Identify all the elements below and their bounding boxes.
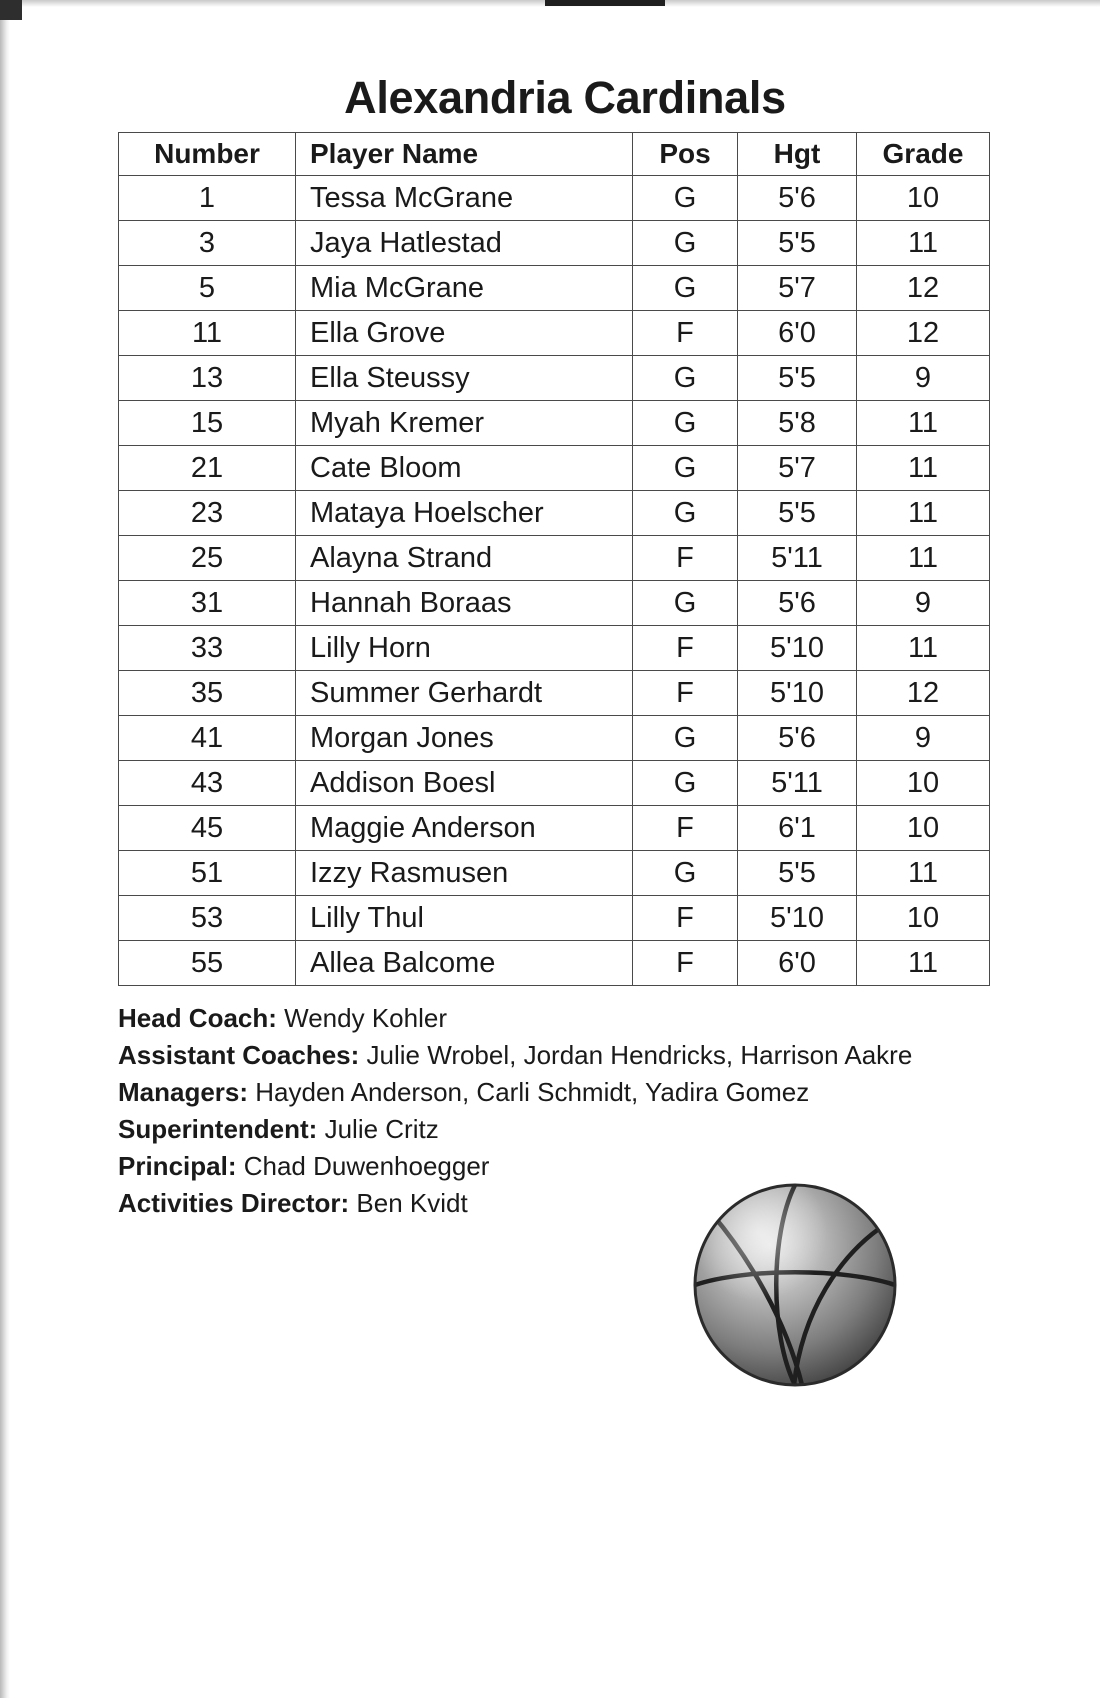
staff-label: Principal: xyxy=(118,1151,237,1181)
roster-table-body xyxy=(119,176,990,986)
roster-table xyxy=(118,132,990,986)
cell-number: 5 xyxy=(119,266,296,311)
cell-pos: F xyxy=(633,626,738,671)
staff-value: Julie Wrobel, Jordan Hendricks, Harrison Aakre xyxy=(366,1040,913,1070)
column-header-number: Number xyxy=(119,133,296,176)
cell-player-name: Summer Gerhardt xyxy=(296,671,633,716)
cell-grade: 10 xyxy=(857,806,990,851)
cell-pos: F xyxy=(633,941,738,986)
staff-line xyxy=(118,1000,1018,1037)
cell-pos: G xyxy=(633,356,738,401)
cell-grade: 11 xyxy=(857,941,990,986)
staff-line xyxy=(118,1111,1018,1148)
table-row xyxy=(119,626,990,671)
cell-player-name: Hannah Boraas xyxy=(296,581,633,626)
table-row xyxy=(119,266,990,311)
cell-grade: 12 xyxy=(857,671,990,716)
cell-number: 15 xyxy=(119,401,296,446)
cell-pos: G xyxy=(633,401,738,446)
cell-pos: G xyxy=(633,581,738,626)
table-row xyxy=(119,941,990,986)
cell-grade: 11 xyxy=(857,851,990,896)
table-row xyxy=(119,806,990,851)
cell-player-name: Lilly Thul xyxy=(296,896,633,941)
staff-value: Ben Kvidt xyxy=(356,1188,468,1218)
scan-artifact-top-bar xyxy=(545,0,665,6)
cell-pos: G xyxy=(633,491,738,536)
column-header-grade: Grade xyxy=(857,133,990,176)
cell-number: 45 xyxy=(119,806,296,851)
cell-pos: G xyxy=(633,761,738,806)
cell-hgt: 5'10 xyxy=(738,671,857,716)
cell-pos: F xyxy=(633,536,738,581)
table-row xyxy=(119,356,990,401)
table-header-row xyxy=(119,133,990,176)
staff-value: Wendy Kohler xyxy=(284,1003,447,1033)
column-header-pos: Pos xyxy=(633,133,738,176)
cell-pos: F xyxy=(633,806,738,851)
cell-number: 35 xyxy=(119,671,296,716)
cell-hgt: 5'5 xyxy=(738,851,857,896)
cell-number: 31 xyxy=(119,581,296,626)
cell-hgt: 6'0 xyxy=(738,311,857,356)
basketball-icon xyxy=(690,1180,900,1390)
cell-player-name: Ella Steussy xyxy=(296,356,633,401)
cell-number: 53 xyxy=(119,896,296,941)
cell-grade: 11 xyxy=(857,401,990,446)
cell-number: 41 xyxy=(119,716,296,761)
cell-player-name: Ella Grove xyxy=(296,311,633,356)
table-row xyxy=(119,581,990,626)
cell-number: 55 xyxy=(119,941,296,986)
cell-grade: 10 xyxy=(857,761,990,806)
cell-hgt: 5'7 xyxy=(738,266,857,311)
cell-pos: G xyxy=(633,851,738,896)
column-header-hgt: Hgt xyxy=(738,133,857,176)
cell-hgt: 6'0 xyxy=(738,941,857,986)
cell-hgt: 5'10 xyxy=(738,626,857,671)
cell-grade: 12 xyxy=(857,266,990,311)
cell-grade: 9 xyxy=(857,356,990,401)
table-row xyxy=(119,896,990,941)
cell-grade: 11 xyxy=(857,626,990,671)
cell-player-name: Mia McGrane xyxy=(296,266,633,311)
table-row xyxy=(119,176,990,221)
table-row xyxy=(119,221,990,266)
cell-hgt: 5'5 xyxy=(738,356,857,401)
cell-player-name: Maggie Anderson xyxy=(296,806,633,851)
cell-number: 3 xyxy=(119,221,296,266)
cell-hgt: 5'11 xyxy=(738,761,857,806)
column-header-player-name: Player Name xyxy=(296,133,633,176)
cell-player-name: Morgan Jones xyxy=(296,716,633,761)
cell-hgt: 5'6 xyxy=(738,716,857,761)
staff-label: Head Coach: xyxy=(118,1003,277,1033)
table-row xyxy=(119,536,990,581)
table-row xyxy=(119,491,990,536)
staff-value: Julie Critz xyxy=(324,1114,439,1144)
cell-hgt: 6'1 xyxy=(738,806,857,851)
table-row xyxy=(119,311,990,356)
cell-player-name: Izzy Rasmusen xyxy=(296,851,633,896)
staff-label: Assistant Coaches: xyxy=(118,1040,360,1070)
table-row xyxy=(119,716,990,761)
cell-grade: 11 xyxy=(857,221,990,266)
table-row xyxy=(119,671,990,716)
staff-line xyxy=(118,1074,1018,1111)
cell-hgt: 5'10 xyxy=(738,896,857,941)
staff-label: Managers: xyxy=(118,1077,249,1107)
cell-hgt: 5'5 xyxy=(738,221,857,266)
cell-player-name: Tessa McGrane xyxy=(296,176,633,221)
cell-number: 25 xyxy=(119,536,296,581)
cell-player-name: Myah Kremer xyxy=(296,401,633,446)
cell-player-name: Allea Balcome xyxy=(296,941,633,986)
cell-hgt: 5'6 xyxy=(738,581,857,626)
scan-artifact-left-edge xyxy=(0,0,10,1698)
cell-pos: G xyxy=(633,716,738,761)
scan-artifact-corner-mark xyxy=(0,0,22,20)
cell-player-name: Lilly Horn xyxy=(296,626,633,671)
cell-hgt: 5'8 xyxy=(738,401,857,446)
staff-label: Activities Director: xyxy=(118,1188,350,1218)
cell-pos: F xyxy=(633,311,738,356)
cell-player-name: Cate Bloom xyxy=(296,446,633,491)
cell-grade: 9 xyxy=(857,581,990,626)
staff-label: Superintendent: xyxy=(118,1114,318,1144)
cell-hgt: 5'6 xyxy=(738,176,857,221)
cell-grade: 11 xyxy=(857,536,990,581)
cell-number: 23 xyxy=(119,491,296,536)
table-row xyxy=(119,761,990,806)
cell-pos: G xyxy=(633,176,738,221)
staff-line xyxy=(118,1037,1018,1074)
cell-player-name: Addison Boesl xyxy=(296,761,633,806)
cell-pos: G xyxy=(633,266,738,311)
cell-number: 33 xyxy=(119,626,296,671)
cell-grade: 12 xyxy=(857,311,990,356)
cell-number: 21 xyxy=(119,446,296,491)
cell-grade: 11 xyxy=(857,446,990,491)
cell-hgt: 5'7 xyxy=(738,446,857,491)
page-title: Alexandria Cardinals xyxy=(344,72,786,123)
staff-value: Hayden Anderson, Carli Schmidt, Yadira Gomez xyxy=(255,1077,810,1107)
cell-hgt: 5'11 xyxy=(738,536,857,581)
cell-player-name: Alayna Strand xyxy=(296,536,633,581)
cell-number: 43 xyxy=(119,761,296,806)
cell-number: 11 xyxy=(119,311,296,356)
cell-grade: 11 xyxy=(857,491,990,536)
cell-grade: 9 xyxy=(857,716,990,761)
cell-pos: F xyxy=(633,671,738,716)
table-row xyxy=(119,401,990,446)
cell-grade: 10 xyxy=(857,896,990,941)
cell-hgt: 5'5 xyxy=(738,491,857,536)
cell-player-name: Jaya Hatlestad xyxy=(296,221,633,266)
cell-number: 13 xyxy=(119,356,296,401)
cell-player-name: Mataya Hoelscher xyxy=(296,491,633,536)
table-row xyxy=(119,446,990,491)
cell-number: 51 xyxy=(119,851,296,896)
staff-value: Chad Duwenhoegger xyxy=(243,1151,490,1181)
cell-number: 1 xyxy=(119,176,296,221)
cell-pos: G xyxy=(633,446,738,491)
table-row xyxy=(119,851,990,896)
cell-pos: G xyxy=(633,221,738,266)
cell-pos: F xyxy=(633,896,738,941)
cell-grade: 10 xyxy=(857,176,990,221)
